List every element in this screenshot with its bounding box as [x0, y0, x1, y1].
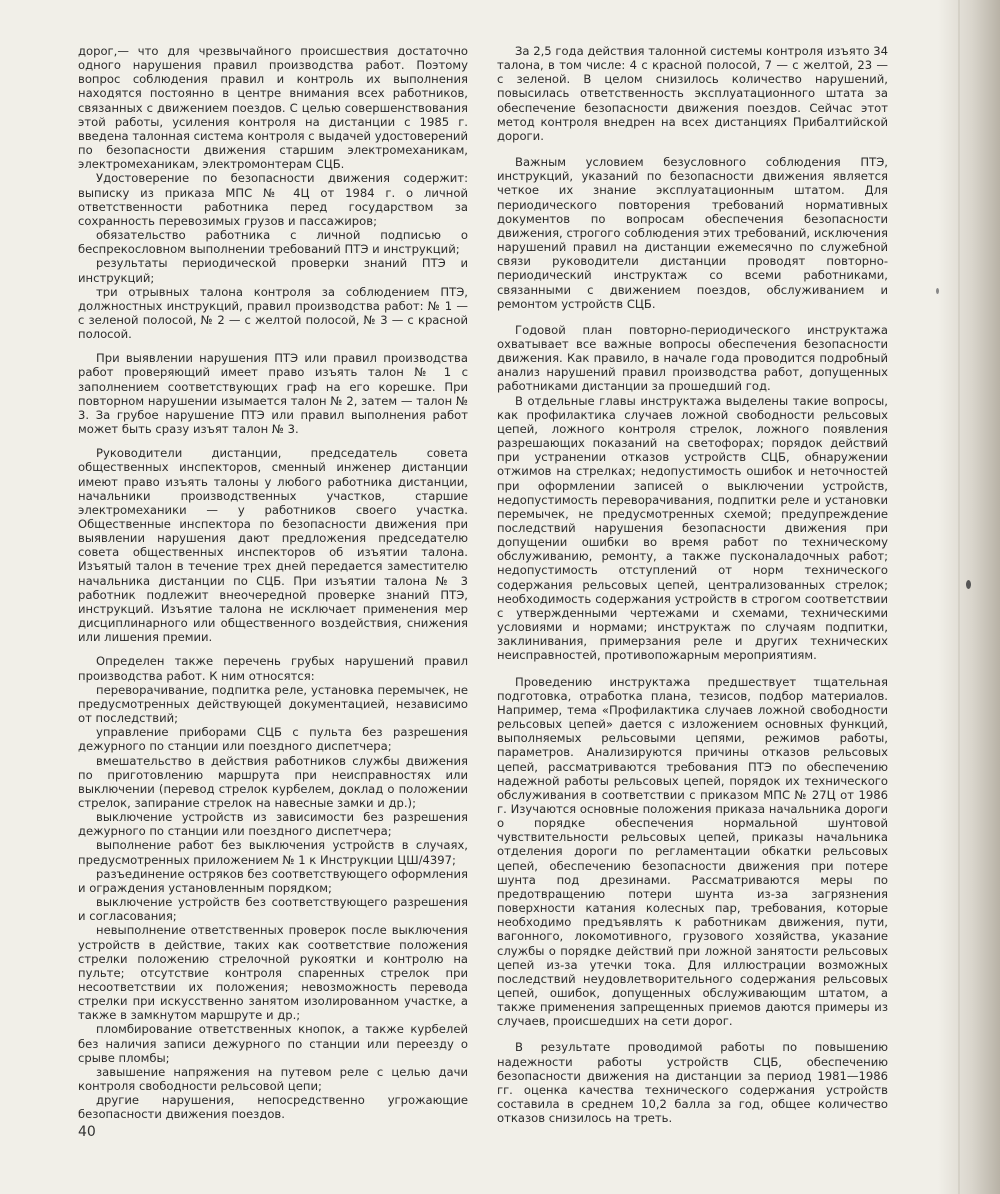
- list-item: пломбирование ответственных кнопок, а также курбелей без наличия записи дежурного по станции или переезду о срыве пломбы;: [78, 1022, 468, 1065]
- page-number: 40: [78, 1124, 96, 1140]
- list-item: завышение напряжения на путевом реле с целью дачи контроля свободности рельсовой цепи;: [78, 1064, 468, 1094]
- list-item: управление приборами СЦБ с пульта без разрешения дежурного по станции или поездного диспетчера;: [78, 725, 468, 754]
- scan-speck: [966, 580, 971, 589]
- list-item: другие нарушения, непосредственно угрожающие безопасности движения поездов.: [78, 1093, 468, 1122]
- paragraph: Важным условием безусловного соблюдения ПТЭ, инструкций, указаний по безопасности движения является четкое их знание эксплуатационным штатом. Для периодического повторения требований нормативных документов по вопросам обеспечения безопасности движения, строгого соблюдения этих требований, исключения нарушений правил на дистанции ежемесячно по служебной связи руководители дистанции проводят повторно-периодический инструктаж со всеми работниками, связанными с движением поездов, обслуживанием и ремонтом устройств СЦБ.: [497, 155, 888, 311]
- list-item: переворачивание, подпитка реле, установка перемычек, не предусмотренных действующей документацией, независимо от последствий;: [78, 682, 468, 726]
- paragraph: При выявлении нарушения ПТЭ или правил производства работ проверяющий имеет право изъять талон № 1 с заполнением соответствующих граф на его корешке. При повторном нарушении изымается талон № 2, затем — талон № 3. За грубое нарушение ПТЭ или правил выполнения работ может быть сразу изъят талон № 3.: [78, 351, 468, 437]
- paragraph: В отдельные главы инструктажа выделены такие вопросы, как профилактика случаев ложной свободности рельсовых цепей, ложного контроля стрелок, ложного появления разрешающих показаний на светофорах; порядок действий при устранении отказов устройств СЦБ, обнаружении отжимов на стрелках; недопустимость ошибок и неточностей при оформлении записей о выключении устройств, недопустимость переворачивания, подпитки реле и установки перемычек, не предусмотренных схемой; предупреждение последствий нарушения безопасности движения при допущении ошибки во время работ по техническому обслуживанию, ремонту, а также пусконаладочных работ; недопустимость отступлений от норм технического содержания рельсовых цепей, централизованных стрелок; необходимость содержания устройств в строгом соответствии с утвержденными чертежами и схемами, техническими условиями и нормами; инструктаж по случаям подпитки, заклинивания, примерзания реле и других технических неисправностей, противопожарным мероприятиям.: [497, 393, 888, 663]
- list-item: выключение устройств из зависимости без разрешения дежурного по станции или поездного диспетчера;: [78, 810, 468, 839]
- list-item: вмешательство в действия работников службы движения по приготовлению маршрута при неисправностях или выключении (перевод стрелок курбелем, доклад о положении стрелок, запирание стрелок на навесные замки и др.);: [78, 753, 468, 810]
- list-item: невыполнение ответственных проверок после выключения устройств в действие, таких как соответствие положения стрелки положению стрелочной рукоятки и контролю на пульте; отсутствие контроля спаренных стрелок при несоответствии их положения; невозможность перевода стрелки при искусственно занятом изолированном участке, а также в замкнутом маршруте и др.;: [78, 923, 468, 1023]
- list-item: разъединение остряков без соответствующего оформления и ограждения установленным порядком;: [78, 866, 468, 895]
- page-edge-shadow: [938, 0, 1000, 1194]
- paragraph: три отрывных талона контроля за соблюдением ПТЭ, должностных инструкций, правил производства работ: № 1 — с зеленой полосой, № 2 — с желтой полосой, № 3 — с красной полосой.: [78, 284, 468, 342]
- paragraph: обязательство работника с личной подписью о беспрекословном выполнении требований ПТЭ и инструкций;: [78, 228, 468, 257]
- right-text-column: [497, 44, 888, 1125]
- paragraph: Определен также перечень грубых нарушений правил производства работ. К ним относятся:: [78, 654, 468, 683]
- paragraph: Руководители дистанции, председатель совета общественных инспекторов, сменный инженер дистанции имеют право изъять талоны у любого работника дистанции, начальники производственных участков, старшие электромеханики — у работников своего участка. Общественные инспектора по безопасности движения при выявлении нарушения дают предложения председателю совета общественных инспекторов об изъятии талона. Изъятый талон в течение трех дней передается заместителю начальника дистанции по СЦБ. При изъятии талона № 3 работник подлежит внеочередной проверке знаний ПТЭ, инструкций. Изъятие талона не исключает применения мер дисциплинарного или общественного воздействия, снижения или лишения премии.: [78, 446, 468, 645]
- paragraph: За 2,5 года действия талонной системы контроля изъято 34 талона, в том числе: 4 с красной полосой, 7 — с желтой, 23 — с зеленой. В целом снизилось количество нарушений, повысилась ответственность эксплуатационного штата за обеспечение безопасности движения поездов. Сейчас этот метод контроля внедрен на всех дистанциях Прибалтийской дороги.: [497, 44, 888, 143]
- list-item: выключение устройств без соответствующего разрешения и согласования;: [78, 895, 468, 924]
- paragraph: дорог,— что для чрезвычайного происшествия достаточно одного нарушения правил производства работ. Поэтому вопрос соблюдения правил и контроль их выполнения находятся постоянно в центре внимания всех работников, связанных с движением поездов. С целью совершенствования этой работы, усиления контроля на дистанции с 1985 г. введена талонная система контроля с выдачей удостоверений по безопасности движения старшим электромеханикам, электромеханикам, электромонтерам СЦБ.: [78, 44, 468, 172]
- paragraph: Удостоверение по безопасности движения содержит: выписку из приказа МПС № 4Ц от 1984 г. о личной ответственности работника перед государством за сохранность перевозимых грузов и пассажиров;: [78, 171, 468, 228]
- list-item: выполнение работ без выключения устройств в случаях, предусмотренных приложением № 1 к Инструкции ЦШ/4397;: [78, 838, 468, 867]
- scan-speck: [936, 288, 939, 294]
- paragraph: Годовой план повторно-периодического инструктажа охватывает все важные вопросы обеспечения безопасности движения. Как правило, в начале года проводится подробный анализ нарушений правил производства работ, допущенных работниками дистанции за прошедший год.: [497, 322, 888, 394]
- paragraph: В результате проводимой работы по повышению надежности работы устройств СЦБ, обеспечению безопасности движения на дистанции за период 1981—1986 гг. оценка качества технического содержания устройств составила в среднем 10,2 балла за год, общее количество отказов снизилось на треть.: [497, 1040, 888, 1126]
- paragraph: результаты периодической проверки знаний ПТЭ и инструкций;: [78, 256, 468, 285]
- left-text-column: [78, 44, 468, 1122]
- paragraph: Проведению инструктажа предшествует тщательная подготовка, отработка плана, тезисов, подбор материалов. Например, тема «Профилактика случаев ложной свободности рельсовых цепей» дается с изложением основных функций, выполняемых рельсовыми цепями, режимов работы, параметров. Анализируются причины отказов рельсовых цепей, рассматриваются требования ПТЭ по обеспечению надежной работы рельсовых цепей, порядок их технического обслуживания в соответствии с приказом МПС № 27Ц от 1986 г. Изучаются основные положения приказа начальника дороги о порядке обеспечения нормальной шунтовой чувствительности рельсовых цепей, приказы начальника отделения дороги по регламентации обкатки рельсовых цепей, обеспечению безопасности движения при потере шунта под дрезинами. Рассматриваются меры по предотвращению потери шунта из-за загрязнения поверхности катания колесных пар, требования, которые необходимо предъявлять к работникам движения, пути, вагонного, локомотивного, грузового хозяйства, указание службы о порядке действий при ложной занятости рельсовых цепей из-за утечки тока. Для иллюстрации возможных последствий неудовлетворительного содержания рельсовых цепей, ошибок, допущенных обслуживающим штатом, а также применения запрещенных приемов даются примеры из случаев, происшедших на сети дорог.: [497, 674, 888, 1029]
